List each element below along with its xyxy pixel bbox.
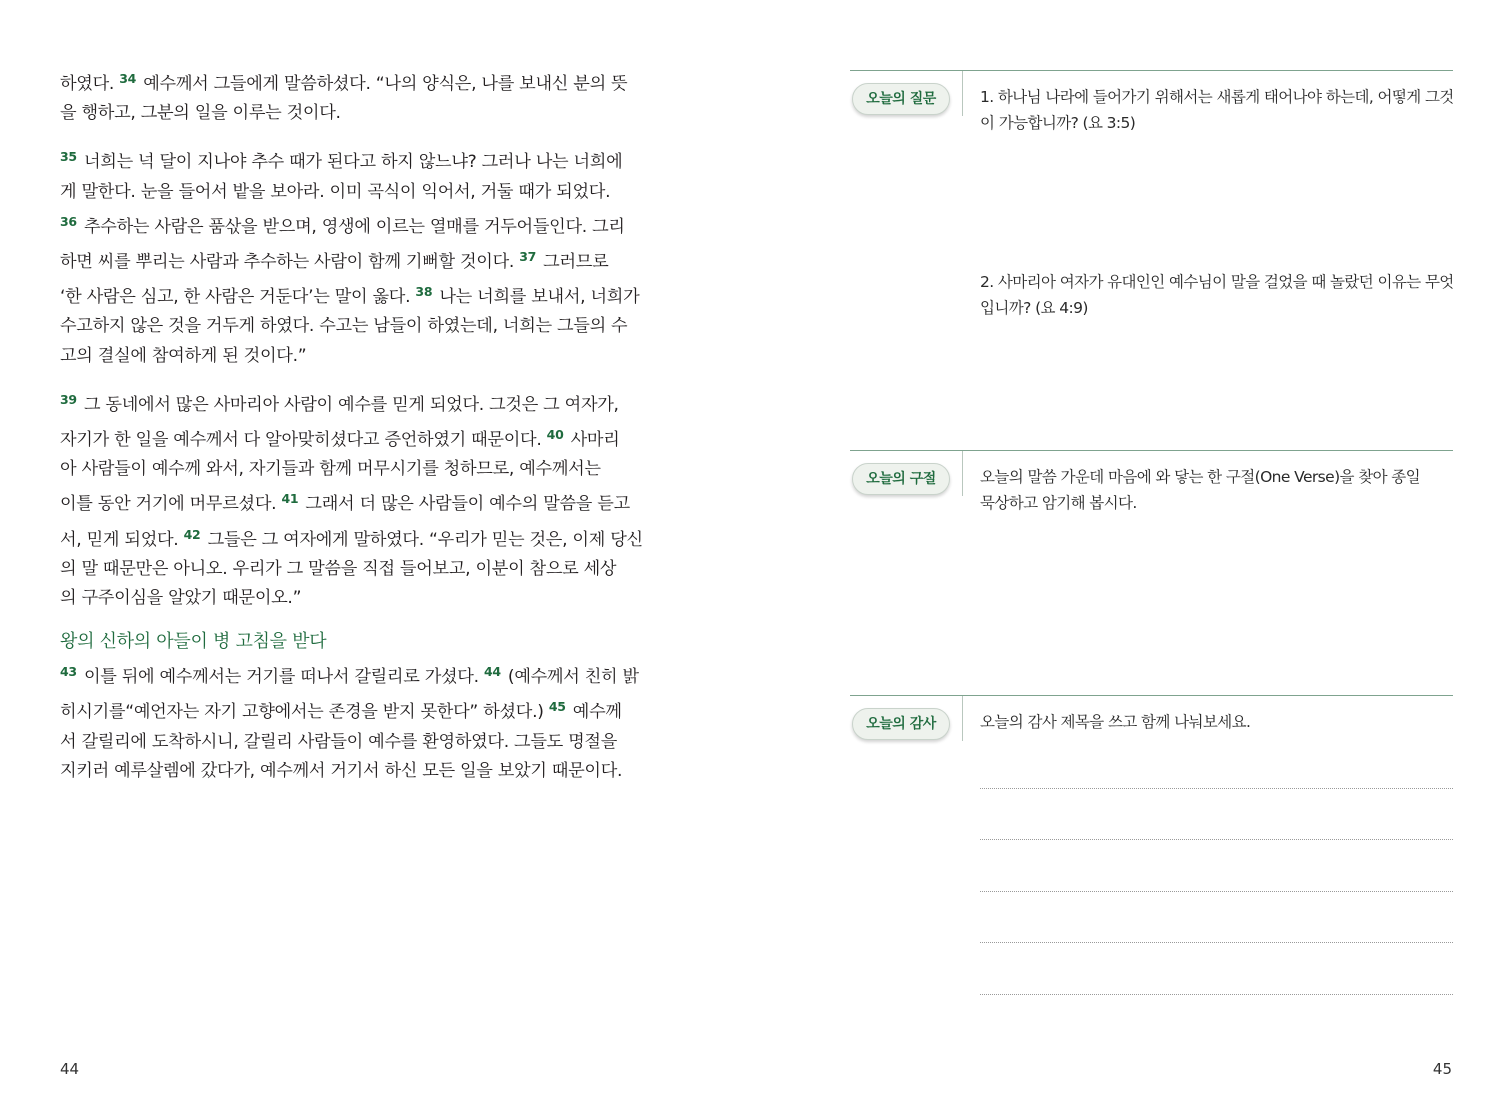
verse-text: 아 사람들이 예수께 와서, 자기들과 함께 머무시기를 청하므로, 예수께서는 <box>60 459 601 480</box>
verse-instructions-line-2: 묵상하고 암기해 봅시다. <box>980 494 1137 512</box>
verse-text: 너희는 넉 달이 지나야 추수 때가 된다고 하지 않느냐? 그러나 나는 너희에 <box>78 152 623 173</box>
verse-number: 40 <box>546 427 564 443</box>
text-line <box>60 420 662 455</box>
text-line <box>60 342 662 371</box>
verse-text: ‘한 사람은 심고, 한 사람은 거둔다’는 말이 옳다. <box>60 287 416 308</box>
text-line <box>60 555 662 584</box>
question-2-line-2: 무엇입니까? (요 4:9) <box>980 273 1454 317</box>
question-section <box>850 70 1453 441</box>
verse-text: 하였다. <box>60 74 120 94</box>
question-1-line-2: 그것이 가능합니까? (요 3:5) <box>980 88 1454 132</box>
verse-text: 고의 결실에 참여하게 된 것이다.” <box>60 345 307 366</box>
writing-line[interactable] <box>980 788 1453 789</box>
verse-text: 예수께서 그들에게 말씀하셨다. “나의 양식은, 나를 보내신 분의 뜻 <box>138 74 628 94</box>
thanks-label-badge: 오늘의 감사 <box>852 708 950 740</box>
verse-text: 자기가 한 일을 예수께서 다 알아맞히셨다고 증언하였기 때문이다. <box>60 430 547 451</box>
verse-number: 45 <box>548 699 566 715</box>
writing-line[interactable] <box>980 942 1453 943</box>
question-1 <box>980 84 1455 136</box>
question-label-badge: 오늘의 질문 <box>852 83 950 115</box>
verse-number: 39 <box>60 391 77 407</box>
verse-text: 이틀 뒤에 예수께서는 거기를 떠나서 갈릴리로 가셨다. <box>78 667 484 688</box>
verse-text: 그들은 그 여자에게 말하였다. “우리가 믿는 것은, 이제 당신 <box>202 529 643 550</box>
verse-number: 43 <box>60 664 77 680</box>
verse-text: 을 행하고, 그분의 일을 이루는 것이다. <box>60 103 341 124</box>
verse-instructions <box>980 464 1455 516</box>
thanks-instructions: 오늘의 감사 제목을 쓰고 함께 나눠보세요. <box>980 713 1251 731</box>
verse-text: 의 말 때문만은 아니오. 우리가 그 말씀을 직접 들어보고, 이분이 참으로 세상 <box>60 558 617 579</box>
verse-text: 서, 믿게 되었다. <box>60 529 184 550</box>
question-1-line-1: 1. 하나님 나라에 들어가기 위해서는 새롭게 태어나야 하는데, 어떻게 <box>980 88 1421 106</box>
verse-label-badge: 오늘의 구절 <box>852 463 950 495</box>
verse-text: 하면 씨를 뿌리는 사람과 추수하는 사람이 함께 기뻐할 것이다. <box>60 252 520 273</box>
verse-number: 41 <box>281 491 299 507</box>
scripture-text <box>60 64 662 800</box>
verse-text: 추수하는 사람은 품삯을 받으며, 영생에 이르는 열매를 거두어들인다. 그리 <box>78 216 625 237</box>
text-line <box>60 385 662 420</box>
question-2-line-1: 2. 사마리아 여자가 유대인인 예수님이 말을 걸었을 때 놀랐던 이유는 <box>980 273 1421 291</box>
text-line <box>60 142 662 177</box>
question-2 <box>980 269 1455 321</box>
verse-number: 35 <box>60 149 77 165</box>
verse-text: 나는 너희를 보내서, 너희가 <box>434 287 640 308</box>
text-line <box>60 242 662 277</box>
text-line <box>60 757 662 786</box>
verse-number: 34 <box>119 71 137 86</box>
label-column <box>850 71 963 116</box>
verse-text: 의 구주이심을 알았기 때문이오.” <box>60 588 302 609</box>
text-line <box>60 728 662 757</box>
text-line <box>60 455 662 484</box>
verse-text: 그러므로 <box>538 252 609 273</box>
verse-text: 수고하지 않은 것을 거두게 하였다. 수고는 남들이 하였는데, 너희는 그들의 수 <box>60 316 628 337</box>
scripture-paragraph <box>60 385 662 613</box>
label-column <box>850 696 963 741</box>
text-line <box>60 657 662 692</box>
scripture-paragraph <box>60 657 662 786</box>
text-line <box>60 178 662 207</box>
page-number-right: 45 <box>1432 1060 1452 1078</box>
verse-text: 히시기를“예언자는 자기 고향에서는 존경을 받지 못한다” 하셨다.) <box>60 702 549 723</box>
scripture-paragraph <box>60 142 662 370</box>
verse-number: 44 <box>483 664 501 680</box>
label-column <box>850 451 963 496</box>
verse-text: 이틀 동안 거기에 머무르셨다. <box>60 494 282 515</box>
verse-number: 38 <box>415 284 433 300</box>
verse-text: 그래서 더 많은 사람들이 예수의 말씀을 듣고 <box>300 494 630 515</box>
verse-text: 예수께 <box>567 702 622 723</box>
writing-line[interactable] <box>980 891 1453 892</box>
verse-text: 사마리 <box>565 430 620 451</box>
text-line <box>60 99 662 128</box>
scripture-paragraph <box>60 64 662 128</box>
text-line <box>60 64 662 99</box>
verse-text: (예수께서 친히 밝 <box>502 667 639 688</box>
section-heading: 왕의 신하의 아들이 병 고침을 받다 <box>60 631 327 653</box>
verse-section <box>850 450 1453 687</box>
thanks-section <box>850 695 1453 1006</box>
right-page <box>756 0 1512 1111</box>
text-line <box>60 484 662 519</box>
verse-text: 그 동네에서 많은 사마리아 사람이 예수를 믿게 되었다. 그것은 그 여자가, <box>78 394 619 415</box>
text-line <box>60 584 662 613</box>
verse-number: 36 <box>60 213 77 229</box>
verse-number: 37 <box>519 249 537 265</box>
verse-instructions-line-1: 오늘의 말씀 가운데 마음에 와 닿는 한 구절(One Verse)을 찾아 종일 <box>980 468 1421 486</box>
text-line <box>60 277 662 312</box>
verse-text: 게 말한다. 눈을 들어서 밭을 보아라. 이미 곡식이 익어서, 거둘 때가 되었다. <box>60 181 611 202</box>
text-line <box>60 692 662 727</box>
verse-text: 서 갈릴리에 도착하시니, 갈릴리 사람들이 예수를 환영하였다. 그들도 명절을 <box>60 731 618 752</box>
text-line <box>60 207 662 242</box>
text-line <box>60 520 662 555</box>
writing-line[interactable] <box>980 994 1453 995</box>
writing-line[interactable] <box>980 839 1453 840</box>
verse-text: 지키러 예루살렘에 갔다가, 예수께서 거기서 하신 모든 일을 보았기 때문이다. <box>60 760 623 781</box>
verse-number: 42 <box>183 526 201 542</box>
page-number-left: 44 <box>60 1060 80 1078</box>
text-line <box>60 312 662 341</box>
